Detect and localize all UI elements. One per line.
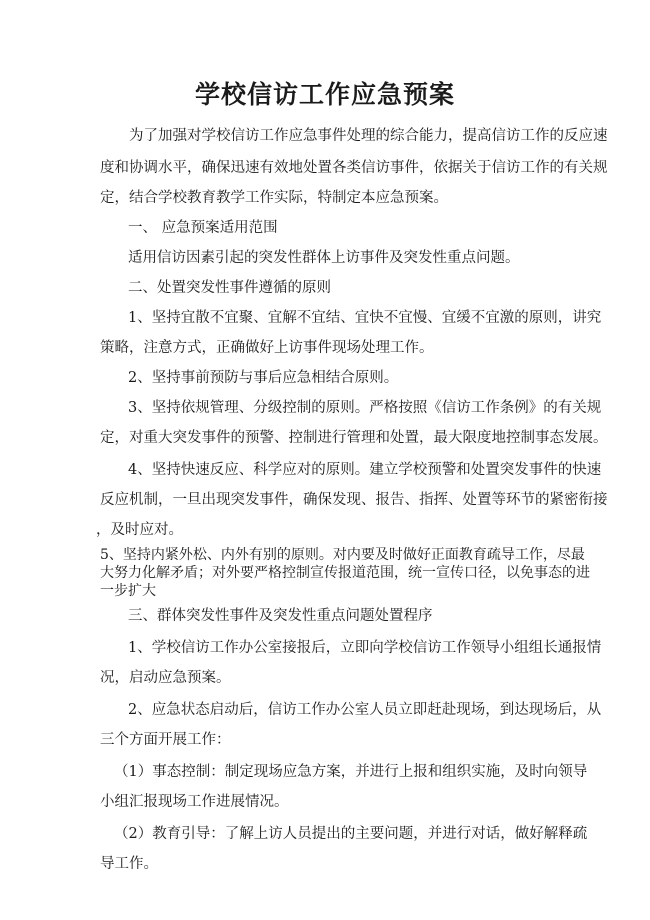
paragraph-line: 导工作。 [100, 856, 158, 872]
paragraph-line: 4、坚持快速反应、科学应对的原则。建立学校预警和处置突发事件的快速 [128, 462, 602, 478]
paragraph-line: 定，对重大突发事件的预警、控制进行管理和处置，最大限度地控制事态发展。 [100, 430, 608, 446]
paragraph-line: 大努力化解矛盾；对外要严格控制宣传报道范围，统一宣传口径，以免事态的进 [100, 565, 590, 581]
section-heading: 三、群体突发性事件及突发性重点问题处置程序 [128, 608, 433, 624]
document-title: 学校信访工作应急预案 [194, 80, 455, 109]
paragraph-line: 5、坚持内紧外松、内外有别的原则。对内要及时做好正面教育疏导工作，尽最 [100, 547, 585, 563]
paragraph-line: 策略，注意方式，正确做好上访事件现场处理工作。 [100, 340, 434, 356]
section-heading: 二、处置突发性事件遵循的原则 [128, 280, 331, 296]
paragraph-line: 3、坚持依规管理、分级控制的原则。严格按照《信访工作条例》的有关规 [128, 400, 602, 416]
paragraph-line: 反应机制，一旦出现突发事件，确保发现、报告、指挥、处置等环节的紧密衔接 [100, 492, 608, 508]
paragraph-line: 定，结合学校教育教学工作实际，特制定本应急预案。 [100, 190, 448, 206]
paragraph-line: 一步扩大 [100, 583, 156, 599]
paragraph-line: 为了加强对学校信访工作应急事件处理的综合能力，提高信访工作的反应速 [129, 128, 608, 144]
paragraph-line: 适用信访因素引起的突发性群体上访事件及突发性重点问题。 [128, 250, 520, 266]
section-heading: 一、 应急预案适用范围 [128, 220, 278, 236]
paragraph-line: 2、应急状态启动后，信访工作办公室人员立即赶赴现场，到达现场后，从 [128, 702, 602, 718]
paragraph-line: 度和协调水平，确保迅速有效地处置各类信访事件，依据关于信访工作的有关规 [100, 160, 608, 176]
paragraph-line: 2、坚持事前预防与事后应急相结合原则。 [128, 370, 399, 386]
paragraph-line: 小组汇报现场工作进展情况。 [100, 794, 289, 810]
paragraph-line: （2）教育引导：了解上访人员提出的主要问题，并进行对话，做好解释疏 [114, 826, 588, 842]
paragraph-line: 1、坚持宜散不宜聚、宜解不宜结、宜快不宜慢、宜缓不宜激的原则，讲究 [128, 310, 602, 326]
paragraph-line: 况，启动应急预案。 [100, 670, 231, 686]
paragraph-line: （1）事态控制：制定现场应急方案，并进行上报和组织实施，及时向领导 [114, 764, 588, 780]
paragraph-line: 1、学校信访工作办公室接报后，立即向学校信访工作领导小组组长通报情 [128, 640, 602, 656]
paragraph-line: ，及时应对。 [96, 522, 183, 538]
paragraph-line: 三个方面开展工作： [100, 732, 231, 748]
